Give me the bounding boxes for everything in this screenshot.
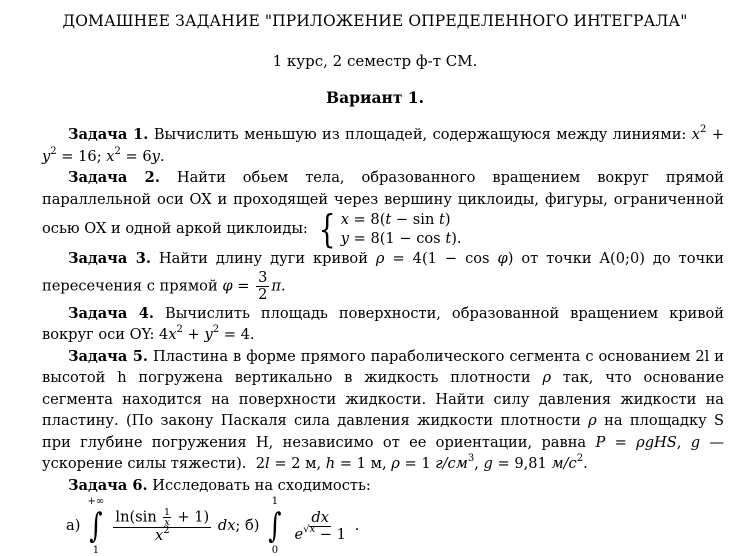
task-2-text: Найти обьем тела, образованного вращением вокруг прямой параллельной оси OX и проходящей через вершину циклоиды, фигуры, ограниченной осью OX и одной аркой циклоиды: [42,169,724,237]
task-5: Задача 5. Пластина в форме прямого параболического сегмента с основанием 2l и высотой h погружена вертикально в жидкость плотности ρ так, что основание сегмента находится на поверхности жидкости. Найти силу давления жидкости на пластину. (По закону Паскаля сила давления жидкости плотности ρ на площадку S при глубине погружения H, независимо от ее ориентации, равна P = ρgHS, g — ускорение силы тяжести). 2l = 2 м, h = 1 м, ρ = 1 $г/см^3$, g = 9,81 $м/с^2$. [42,347,725,472]
task-3-text: Найти длину дуги кривой [158,250,368,267]
task-list [42,124,724,556]
integrand-a: ln(sin $\frac{1}{x}$ + 1) $x^2$ [115,507,210,544]
task-4-label: Задача 4. [68,304,154,322]
task-3: Задача 3. Найти длину дуги кривой ρ = 4(1 − cos φ) от точки A(0;0) до точки пересечения с прямой φ = $\frac{3}{2}$ π. [42,250,724,303]
task-6-label: Задача 6. [68,476,148,494]
task-5-text-b: так, что основание сегмента находится на поверхности жидкости. Найти силу давления жидкости на пластину. (По закону Паскаля сила давления жидкости плотности [42,369,725,429]
task-5-text-a: Пластина в форме прямого параболического сегмента с основанием 2l и высотой h погружена вертикально в жидкость плотности [42,347,725,386]
part-a-label: а) [66,517,81,534]
task-5-label: Задача 5. [68,347,148,365]
task-4: Задача 4. Вычислить площадь поверхности, образованной вращением кривой вокруг оси OY: $4x^2 + y^2 = 4$. [42,304,724,343]
task-1: Задача 1. Вычислить меньшую из площадей, содержащуюся между линиями: $x^2 + y^2 = 16$; $x^2 = 6y$. [42,124,725,165]
task-2-label: Задача 2. [68,169,160,186]
part-b-label: б) [245,517,260,534]
course-subtitle: 1 курс, 2 семестр ф-т СМ. [272,52,478,70]
task-1-text: Вычислить меньшую из площадей, содержащуюся между линиями: [153,126,687,143]
task-2 [42,167,724,251]
fraction-3-2: $\frac{3}{2}$ [258,268,268,303]
cycloid-system: { x = 8(t − sin t) y = 8(1 − cos t). [318,207,462,251]
integral-b: 1 ∫ 0 [268,496,282,556]
task-6-text: Исследовать на сходимость: [152,476,371,494]
variant-heading: Вариант 1. [325,88,425,107]
integral-a: +∞ ∫ 1 [87,496,105,556]
task-1-label: Задача 1. [68,126,149,143]
task-3-text-b: от точки A(0;0) до точки пересечения с прямой [42,250,724,294]
task-5-text-d: — ускорение силы тяжести). [42,433,724,472]
task-6 [42,475,724,497]
task-5-text-c: на площадку S при глубине погружения H, независимо от ее ориентации, равна [42,412,725,451]
task-6-integrals: а) +∞ ∫ 1 ln(sin $\frac{1}{x}$ + 1) $x^2$ dx; б) 1 ∫ 0 $\frac{dx}{e^{√x} - 1}$ . [66,496,360,556]
integrand-b: $\frac{dx}{e^{√x} - 1}$ [294,508,346,543]
task-4-text: Вычислить площадь поверхности, образованной вращением кривой вокруг оси OY: [42,304,724,343]
document-title: ДОМАШНЕЕ ЗАДАНИЕ "ПРИЛОЖЕНИЕ ОПРЕДЕЛЕННОГО ИНТЕГРАЛА" [62,12,688,30]
task-3-label: Задача 3. [68,250,151,267]
